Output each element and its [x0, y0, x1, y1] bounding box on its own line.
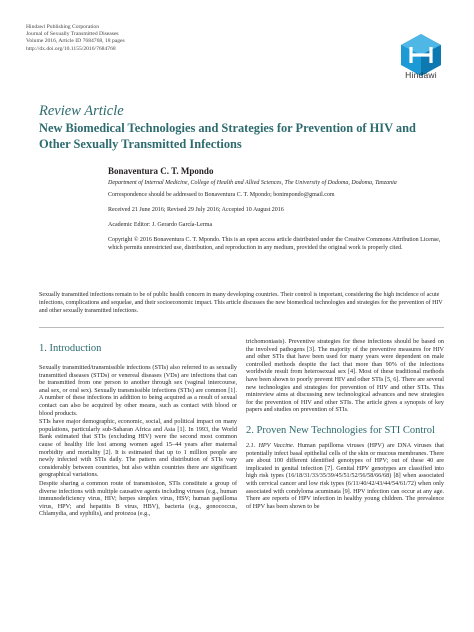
paragraph: STIs have major demographic, economic, social, and political impact on many populations, particularly sub-Saharan Africa and Asia [1]. In 1993, the World Bank estimated that STIs (excluding HIV) were the second most common cause of healthy life lost among women aged 15–44 years after maternal morbidity and mortality [2]. It is estimated that up to 1 million people are newly infected with STIs daily. The pattern and distribution of STIs vary considerably between countries, but also within countries there are significant geographical variations. [39, 418, 237, 479]
article-title: New Biomedical Technologies and Strategies for Prevention of HIV and Other Sexually Transmitted Infections [39, 121, 416, 151]
subsection-text: Human papilloma viruses (HPV) are DNA viruses that potentially infect basal epithelial cells of the skin or mucous membranes. There are about 100 different identified genotypes of HPV; out of these 40 are implicated in genital infection [7]. Genital HPV genotypes are classified into high risk types (16/18/31/33/35/39/45/51/52/56/58/66/68) [8] when associated with cervical cancer and low risk types (6/11/40/42/43/44/54/61/72) when only associated with condyloma acuminata [9]. HPV infection can occur at any age. There are reports of HPV infection in healthy young children. The prevalence of HPV has been shown to be [246, 441, 444, 510]
section-heading-introduction: 1. Introduction [39, 343, 102, 354]
correspondence: Correspondence should be addressed to Bonaventura C. T. Mpondo; bonimpondo@gmail.com [108, 192, 335, 198]
subsection-label: 2.1. HPV Vaccine. [246, 441, 295, 449]
copyright-notice: Copyright © 2016 Bonaventura C. T. Mpondo. This is an open access article distributed under the Creative Commons Attribution License, which permits unrestricted use, distribution, and reproduction in any medium, provided the original work is properly cited. [108, 237, 441, 251]
paragraph: Sexually transmitted/transmissible infections (STIs) also referred to as sexually transmitted diseases (STDs) or venereal diseases (VDs) are infections that can be transmitted from one person to another through sex (vaginal intercourse, anal sex, or oral sex). Sexually transmissible infections (STIs) are common [1]. A number of these infections in addition to being acquired as a result of sexual contact can also be acquired by other means, such as contact with blood or blood products. [39, 364, 237, 417]
volume-info: Volume 2016, Article ID 7684768, 18 pages [26, 38, 125, 45]
section-divider [39, 327, 444, 328]
author-name: Bonaventura C. T. Mpondo [108, 166, 214, 176]
author-affiliation: Department of Internal Medicine, College of Health and Allied Sciences, The University of Dodoma, Dodoma, Tanzania [108, 180, 397, 186]
section-heading-proven-technologies: 2. Proven New Technologies for STI Control [246, 424, 435, 436]
journal-info [26, 24, 125, 53]
paragraph: Despite sharing a common route of transmission, STIs constitute a group of diverse infections with multiple causative agents including viruses (e.g., human immunodeficiency virus, HIV; herpes simplex virus, HSV; human papilloma virus, HPV; and hepatitis B virus, HBV), bacteria (e.g., gonococcus, Chlamydia, and syphilis), and protozoa (e.g., [39, 479, 237, 518]
academic-editor: Academic Editor: J. Gerardo García-Lerma [108, 222, 213, 228]
doi-link[interactable]: http://dx.doi.org/10.1155/2016/7684768 [26, 45, 116, 52]
paragraph: trichomoniasis). Preventive strategies for these infections should be based on the involved pathogens [3]. The majority of the preventive measures for HIV and other STIs that have been used for many years were dependent on male controlled methods despite the fact that more than 90% of the infections worldwide result from heterosexual sex [4]. Most of these traditional methods have been shown to poorly prevent HIV and other STIs [5, 6]. There are several new technologies and strategies for prevention of HIV and other STIs. This minireview aims at discussing new technological advances and new strategies for the prevention of HIV and other STIs. The article gives a synopsis of key papers and studies on prevention of STIs. [246, 338, 444, 414]
article-type: Review Article [39, 103, 124, 119]
hindawi-wordmark: Hindawi [405, 70, 437, 80]
publisher: Hindawi Publishing Corporation [26, 24, 100, 30]
journal-name: Journal of Sexually Transmitted Diseases [26, 31, 119, 38]
left-column [39, 343, 237, 519]
right-column [246, 338, 444, 511]
abstract: Sexually transmitted infections remain to be of public health concern in many developing countries. Their control is important, considering the high incidence of acute infections, complications and sequelae, and their socioeconomic impact. This article discusses the new biomedical technologies and strategies for the prevention of HIV and other sexually transmitted infections. [39, 292, 443, 314]
article-dates: Received 21 June 2016; Revised 29 July 2016; Accepted 10 August 2016 [108, 207, 284, 213]
paragraph [246, 442, 444, 510]
